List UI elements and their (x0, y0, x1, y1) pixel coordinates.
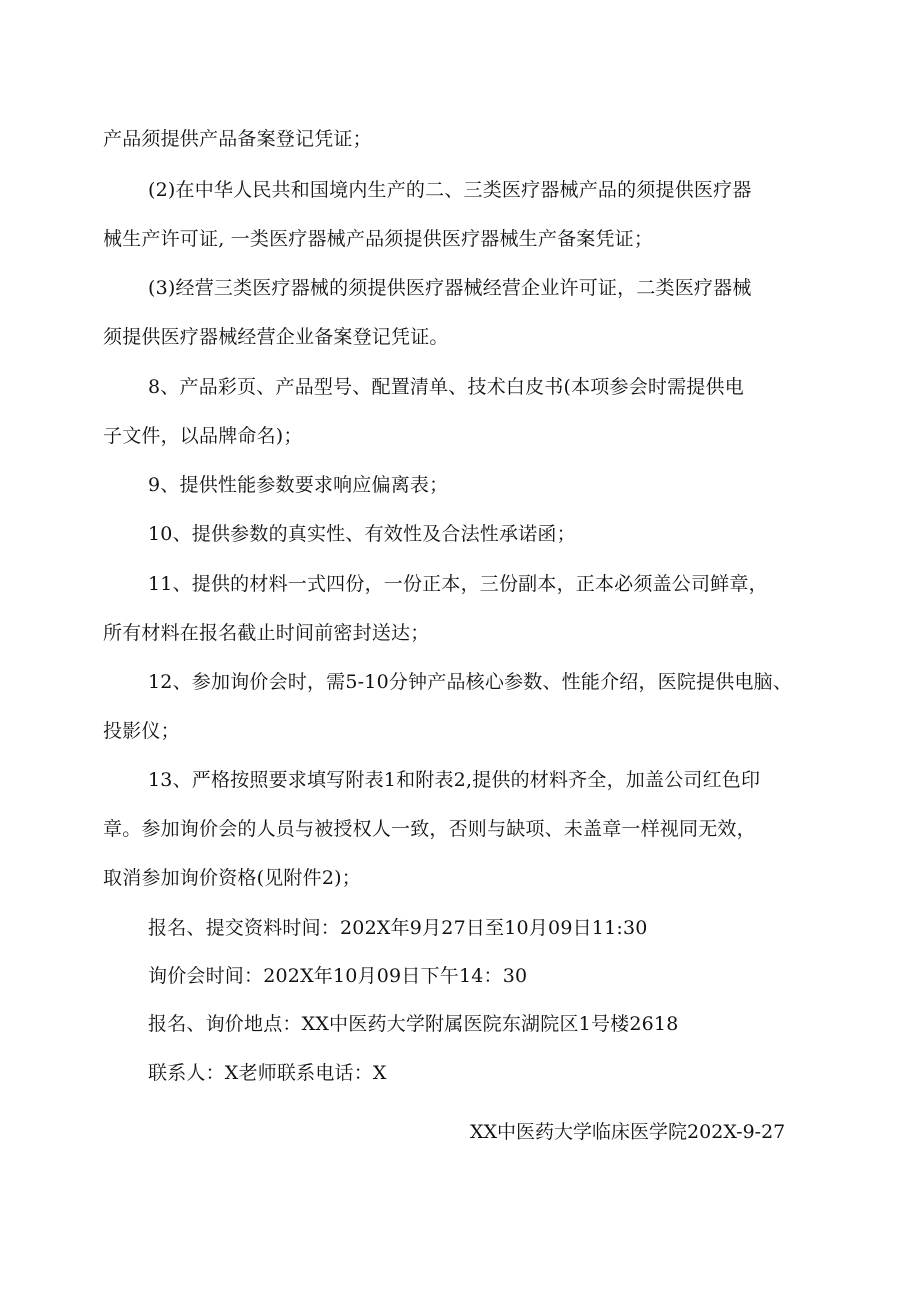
text-line-14: 13、严格按照要求填写附表1和附表2,提供的材料齐全，加盖公司红色印 (148, 769, 761, 791)
text-line-20: 联系人：X老师联系电话：X (148, 1062, 387, 1084)
text-line-9: 10、提供参数的真实性、有效性及合法性承诺函； (148, 523, 576, 545)
text-line-6: 8、产品彩页、产品型号、配置清单、技术白皮书(本项参会时需提供电 (148, 376, 744, 398)
text-line-10: 11、提供的材料一式四份，一份正本，三份副本，正本必须盖公司鲜章， (148, 573, 768, 595)
text-line-17: 报名、提交资料时间：202X年9月27日至10月09日11:30 (148, 917, 648, 939)
text-line-5: 须提供医疗器械经营企业备案登记凭证。 (103, 326, 449, 348)
text-line-7: 子文件，以品牌命名)； (103, 425, 303, 447)
text-line-13: 投影仪； (103, 720, 180, 742)
text-line-4: (3)经营三类医疗器械的须提供医疗器械经营企业许可证，二类医疗器械 (148, 277, 752, 299)
text-line-16: 取消参加询价资格(见附件2)； (103, 867, 361, 889)
text-line-2: (2)在中华人民共和国境内生产的二、三类医疗器械产品的须提供医疗器 (148, 179, 752, 201)
text-line-18: 询价会时间：202X年10月09日下午14：30 (148, 965, 528, 987)
document-signature: XX中医药大学临床医学院202X-9-27 (470, 1121, 786, 1143)
text-line-15: 章。参加询价会的人员与被授权人一致，否则与缺项、未盖章一样视同无效， (103, 818, 756, 840)
text-line-8: 9、提供性能参数要求响应偏离表； (148, 474, 449, 496)
text-line-11: 所有材料在报名截止时间前密封送达； (103, 622, 430, 644)
text-line-3: 械生产许可证, 一类医疗器械产品须提供医疗器械生产备案凭证； (103, 228, 654, 250)
text-line-12: 12、参加询价会时，需5-10分钟产品核心参数、性能介绍，医院提供电脑、 (148, 671, 793, 693)
text-line-1: 产品须提供产品备案登记凭证； (103, 128, 372, 150)
text-line-19: 报名、询价地点：XX中医药大学附属医院东湖院区1号楼2618 (148, 1013, 679, 1035)
